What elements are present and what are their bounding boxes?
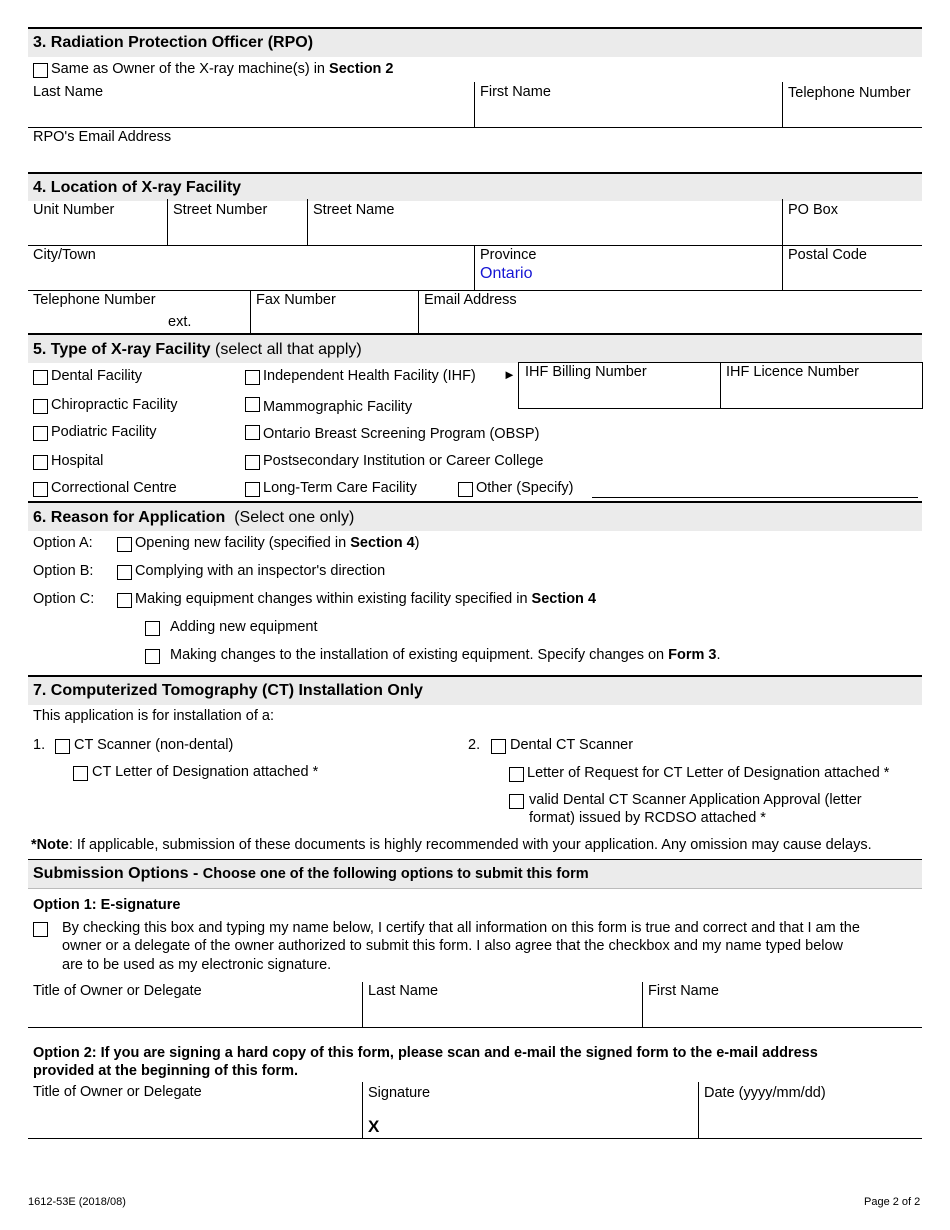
ct-letter-label: CT Letter of Designation attached * xyxy=(92,764,319,780)
rpo-first-name-label: First Name xyxy=(480,84,551,100)
mammographic-label: Mammographic Facility xyxy=(263,399,413,415)
certify-line-3: are to be used as my electronic signature. xyxy=(62,957,332,973)
certify-line-2: owner or a delegate of the owner authorized to submit this form. I also agree that the checkbox and my name typed below xyxy=(62,938,844,954)
ct-scanner-checkbox[interactable] xyxy=(55,739,70,754)
ihf-checkbox[interactable] xyxy=(245,370,260,385)
ct-letter-checkbox[interactable] xyxy=(73,766,88,781)
section-4-title: 4. Location of X-ray Facility xyxy=(33,179,242,196)
long-term-care-label: Long-Term Care Facility xyxy=(263,480,417,496)
section-6-header xyxy=(28,501,922,531)
ihf-billing-label: IHF Billing Number xyxy=(525,364,647,380)
section-3-header xyxy=(28,27,922,57)
divider xyxy=(28,290,922,291)
date-label: Date (yyyy/mm/dd) xyxy=(704,1085,826,1101)
correctional-label: Correctional Centre xyxy=(51,480,177,496)
divider xyxy=(28,1138,922,1139)
section-6-title: 6. Reason for Application (Select one only) xyxy=(33,509,355,526)
street-name-label: Street Name xyxy=(313,202,395,218)
dental-ct-label: Dental CT Scanner xyxy=(510,737,634,753)
ct-scanner-label: CT Scanner (non-dental) xyxy=(74,737,234,753)
adding-equipment-label: Adding new equipment xyxy=(170,619,318,635)
obsp-checkbox[interactable] xyxy=(245,425,260,440)
arrow-right-icon: ► xyxy=(503,367,516,382)
other-specify-line[interactable] xyxy=(592,497,918,498)
ct-intro: This application is for installation of a: xyxy=(33,708,274,724)
other-checkbox[interactable] xyxy=(458,482,473,497)
unit-number-label: Unit Number xyxy=(33,202,115,218)
rpo-last-name-label: Last Name xyxy=(33,84,104,100)
option-a-checkbox[interactable] xyxy=(117,537,132,552)
option-c-label: Option C: xyxy=(33,591,95,607)
option-a-label: Option A: xyxy=(33,535,93,551)
section-3-title: 3. Radiation Protection Officer (RPO) xyxy=(33,34,314,51)
page-number: Page 2 of 2 xyxy=(864,1196,921,1208)
divider xyxy=(782,245,783,290)
mammographic-checkbox[interactable] xyxy=(245,397,260,412)
rpo-email-label: RPO's Email Address xyxy=(33,129,172,145)
divider xyxy=(167,199,168,245)
same-as-owner-checkbox[interactable] xyxy=(33,63,48,78)
e-signature-checkbox[interactable] xyxy=(33,922,48,937)
ext-label: ext. xyxy=(168,314,192,330)
chiropractic-label: Chiropractic Facility xyxy=(51,397,178,413)
facility-telephone-label: Telephone Number xyxy=(33,292,156,308)
option-b-checkbox[interactable] xyxy=(117,565,132,580)
letter-request-checkbox[interactable] xyxy=(509,767,524,782)
section-7-title: 7. Computerized Tomography (CT) Installation Only xyxy=(33,682,423,699)
divider xyxy=(362,982,363,1028)
section-7-header xyxy=(28,675,922,705)
section-5-title: 5. Type of X-ray Facility (select all that apply) xyxy=(33,341,362,358)
divider xyxy=(362,1082,363,1139)
adding-equipment-checkbox[interactable] xyxy=(145,621,160,636)
form-id: 1612-53E (2018/08) xyxy=(28,1196,126,1208)
postsecondary-checkbox[interactable] xyxy=(245,455,260,470)
divider xyxy=(782,82,783,128)
divider xyxy=(28,245,922,246)
facility-email-label: Email Address xyxy=(424,292,517,308)
option-b-text: Complying with an inspector's direction xyxy=(135,563,386,579)
option-1-title: Option 1: E-signature xyxy=(33,897,181,913)
making-changes-label: Making changes to the installation of existing equipment. Specify changes on Form 3. xyxy=(170,647,721,663)
making-changes-checkbox[interactable] xyxy=(145,649,160,664)
divider xyxy=(307,199,308,245)
esig-last-name-label: Last Name xyxy=(368,983,439,999)
valid-dental-line-1: valid Dental CT Scanner Application Approval (letter xyxy=(529,792,862,808)
street-number-label: Street Number xyxy=(173,202,268,218)
divider xyxy=(250,290,251,334)
option-c-checkbox[interactable] xyxy=(117,593,132,608)
option-a-text: Opening new facility (specified in Section 4) xyxy=(135,535,420,551)
dental-facility-label: Dental Facility xyxy=(51,368,143,384)
divider xyxy=(418,290,419,334)
long-term-care-checkbox[interactable] xyxy=(245,482,260,497)
same-as-owner-label: Same as Owner of the X-ray machine(s) in Section 2 xyxy=(51,61,394,77)
letter-request-label: Letter of Request for CT Letter of Designation attached * xyxy=(527,765,890,781)
divider xyxy=(698,1082,699,1139)
signature-label: Signature xyxy=(368,1085,431,1101)
divider xyxy=(474,82,475,128)
dental-ct-checkbox[interactable] xyxy=(491,739,506,754)
rpo-telephone-label: Telephone Number xyxy=(788,85,911,101)
ct-note: *Note: If applicable, submission of these documents is highly recommended with your application. Any omission may cause delays. xyxy=(31,837,872,853)
province-value[interactable]: Ontario xyxy=(480,265,533,282)
other-label: Other (Specify) xyxy=(476,480,574,496)
valid-dental-line-2: format) issued by RCDSO attached * xyxy=(529,810,766,826)
postsecondary-label: Postsecondary Institution or Career College xyxy=(263,453,544,469)
title-of-owner-label-2: Title of Owner or Delegate xyxy=(33,1084,202,1100)
divider xyxy=(28,127,922,128)
hospital-checkbox[interactable] xyxy=(33,455,48,470)
divider xyxy=(474,245,475,290)
ihf-licence-label: IHF Licence Number xyxy=(726,364,859,380)
divider xyxy=(720,362,721,408)
postal-code-label: Postal Code xyxy=(788,247,867,263)
ct-number-1: 1. xyxy=(33,737,46,753)
hospital-label: Hospital xyxy=(51,453,104,469)
section-5-header xyxy=(28,333,922,363)
esig-first-name-label: First Name xyxy=(648,983,719,999)
submission-title: Submission Options - Choose one of the following options to submit this form xyxy=(33,865,589,882)
divider xyxy=(782,199,783,245)
option-2-line-1: Option 2: If you are signing a hard copy of this form, please scan and e-mail the signed form to the e-mail address xyxy=(33,1045,818,1061)
city-label: City/Town xyxy=(33,247,96,263)
divider xyxy=(28,1027,922,1028)
chiropractic-checkbox[interactable] xyxy=(33,399,48,414)
dental-facility-checkbox[interactable] xyxy=(33,370,48,385)
correctional-checkbox[interactable] xyxy=(33,482,48,497)
section-4-header xyxy=(28,172,922,201)
province-label: Province xyxy=(480,247,537,263)
signature-x: X xyxy=(368,1117,380,1136)
obsp-label: Ontario Breast Screening Program (OBSP) xyxy=(263,426,540,442)
fax-label: Fax Number xyxy=(256,292,336,308)
submission-header xyxy=(28,859,922,889)
po-box-label: PO Box xyxy=(788,202,838,218)
divider xyxy=(642,982,643,1028)
valid-dental-checkbox[interactable] xyxy=(509,794,524,809)
podiatric-checkbox[interactable] xyxy=(33,426,48,441)
podiatric-label: Podiatric Facility xyxy=(51,424,157,440)
ihf-label: Independent Health Facility (IHF) xyxy=(263,368,476,384)
ct-number-2: 2. xyxy=(468,737,481,753)
certify-line-1: By checking this box and typing my name below, I certify that all information on this form is true and correct and that I am the xyxy=(62,920,860,936)
title-of-owner-label: Title of Owner or Delegate xyxy=(33,983,202,999)
option-b-label: Option B: xyxy=(33,563,94,579)
option-c-text: Making equipment changes within existing facility specified in Section 4 xyxy=(135,591,597,607)
option-2-line-2: provided at the beginning of this form. xyxy=(33,1063,299,1079)
